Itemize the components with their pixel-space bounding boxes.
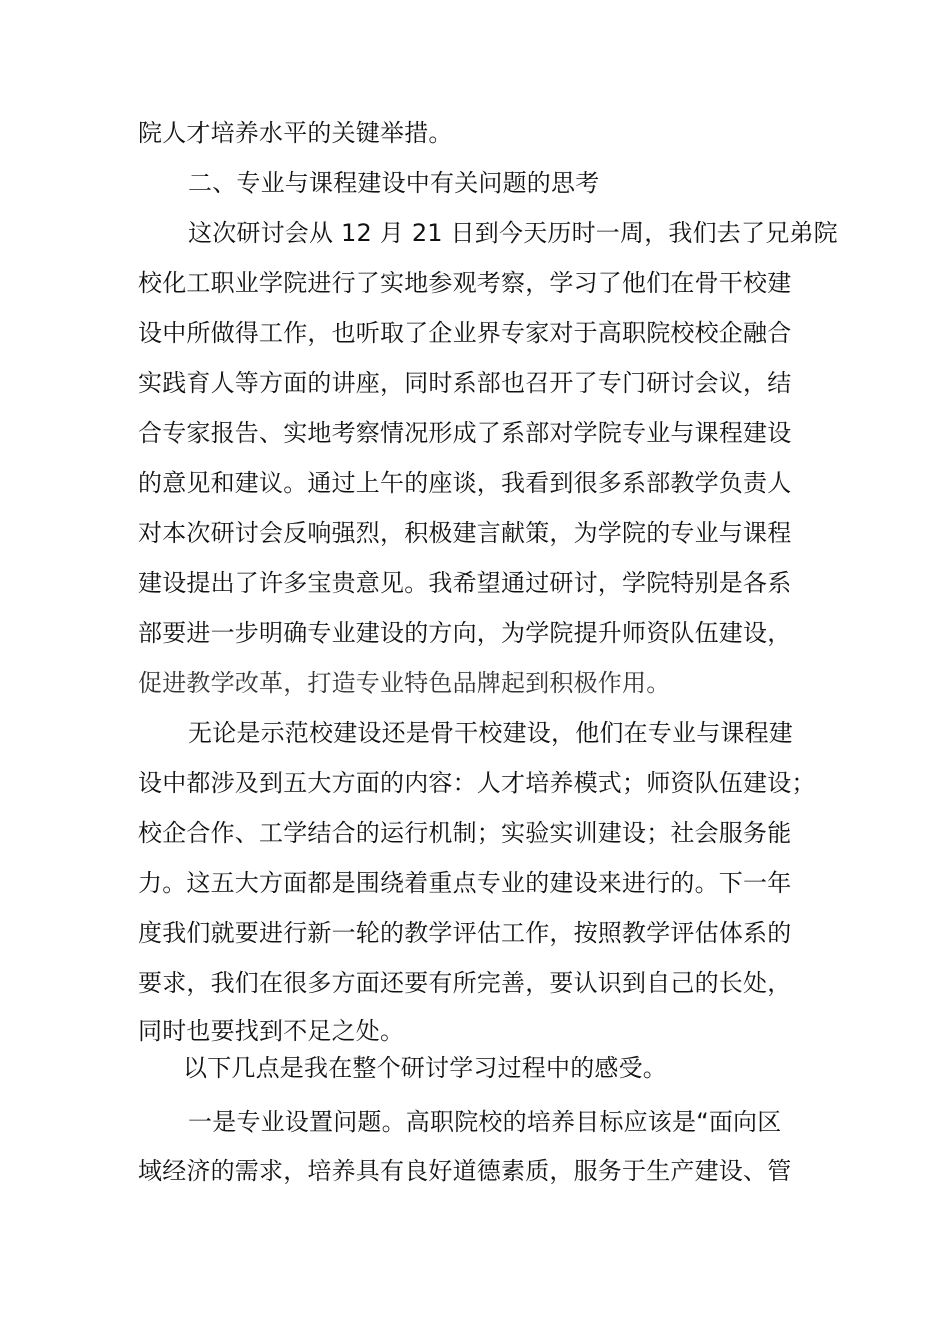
text-line-21: 一是专业设置问题。高职院校的培养目标应该是“面向区 (188, 1108, 782, 1136)
text-line-22: 域经济的需求，培养具有良好道德素质，服务于生产建设、管 (138, 1157, 792, 1185)
text-line-3: 这次研讨会从 12 月 21 日到今天历时一周，我们去了兄弟院 (188, 219, 838, 247)
text-line-20: 以下几点是我在整个研讨学习过程中的感受。 (183, 1054, 667, 1082)
text-line-10: 建设提出了许多宝贵意见。我希望通过研讨，学院特别是各系 (138, 569, 792, 597)
text-line-1: 院人才培养水平的关键举措。 (138, 119, 453, 147)
text-line-15: 校企合作、工学结合的运行机制；实验实训建设；社会服务能 (138, 819, 792, 847)
text-line-13: 无论是示范校建设还是骨干校建设，他们在专业与课程建 (188, 719, 793, 747)
text-line-12: 促进教学改革，打造专业特色品牌起到积极作用。 (138, 669, 671, 697)
text-line-19: 同时也要找到不足之处。 (138, 1017, 405, 1045)
text-line-6: 实践育人等方面的讲座，同时系部也召开了专门研讨会议，结 (138, 369, 792, 397)
text-line-7: 合专家报告、实地考察情况形成了系部对学院专业与课程建设 (138, 419, 792, 447)
text-line-9: 对本次研讨会反响强烈，积极建言献策，为学院的专业与课程 (138, 519, 792, 547)
text-line-11: 部要进一步明确专业建设的方向，为学院提升师资队伍建设， (138, 619, 792, 647)
text-line-5: 设中所做得工作，也听取了企业界专家对于高职院校校企融合 (138, 319, 792, 347)
text-line-4: 校化工职业学院进行了实地参观考察，学习了他们在骨干校建 (138, 269, 792, 297)
text-line-18: 要求，我们在很多方面还要有所完善，要认识到自己的长处， (138, 969, 792, 997)
text-line-16: 力。这五大方面都是围绕着重点专业的建设来进行的。下一年 (138, 869, 792, 897)
text-line-14: 设中都涉及到五大方面的内容：人才培养模式；师资队伍建设； (138, 769, 816, 797)
text-line-8: 的意见和建议。通过上午的座谈，我看到很多系部教学负责人 (138, 469, 792, 497)
text-line-17: 度我们就要进行新一轮的教学评估工作，按照教学评估体系的 (138, 919, 792, 947)
section-heading: 二、专业与课程建设中有关问题的思考 (188, 169, 600, 197)
